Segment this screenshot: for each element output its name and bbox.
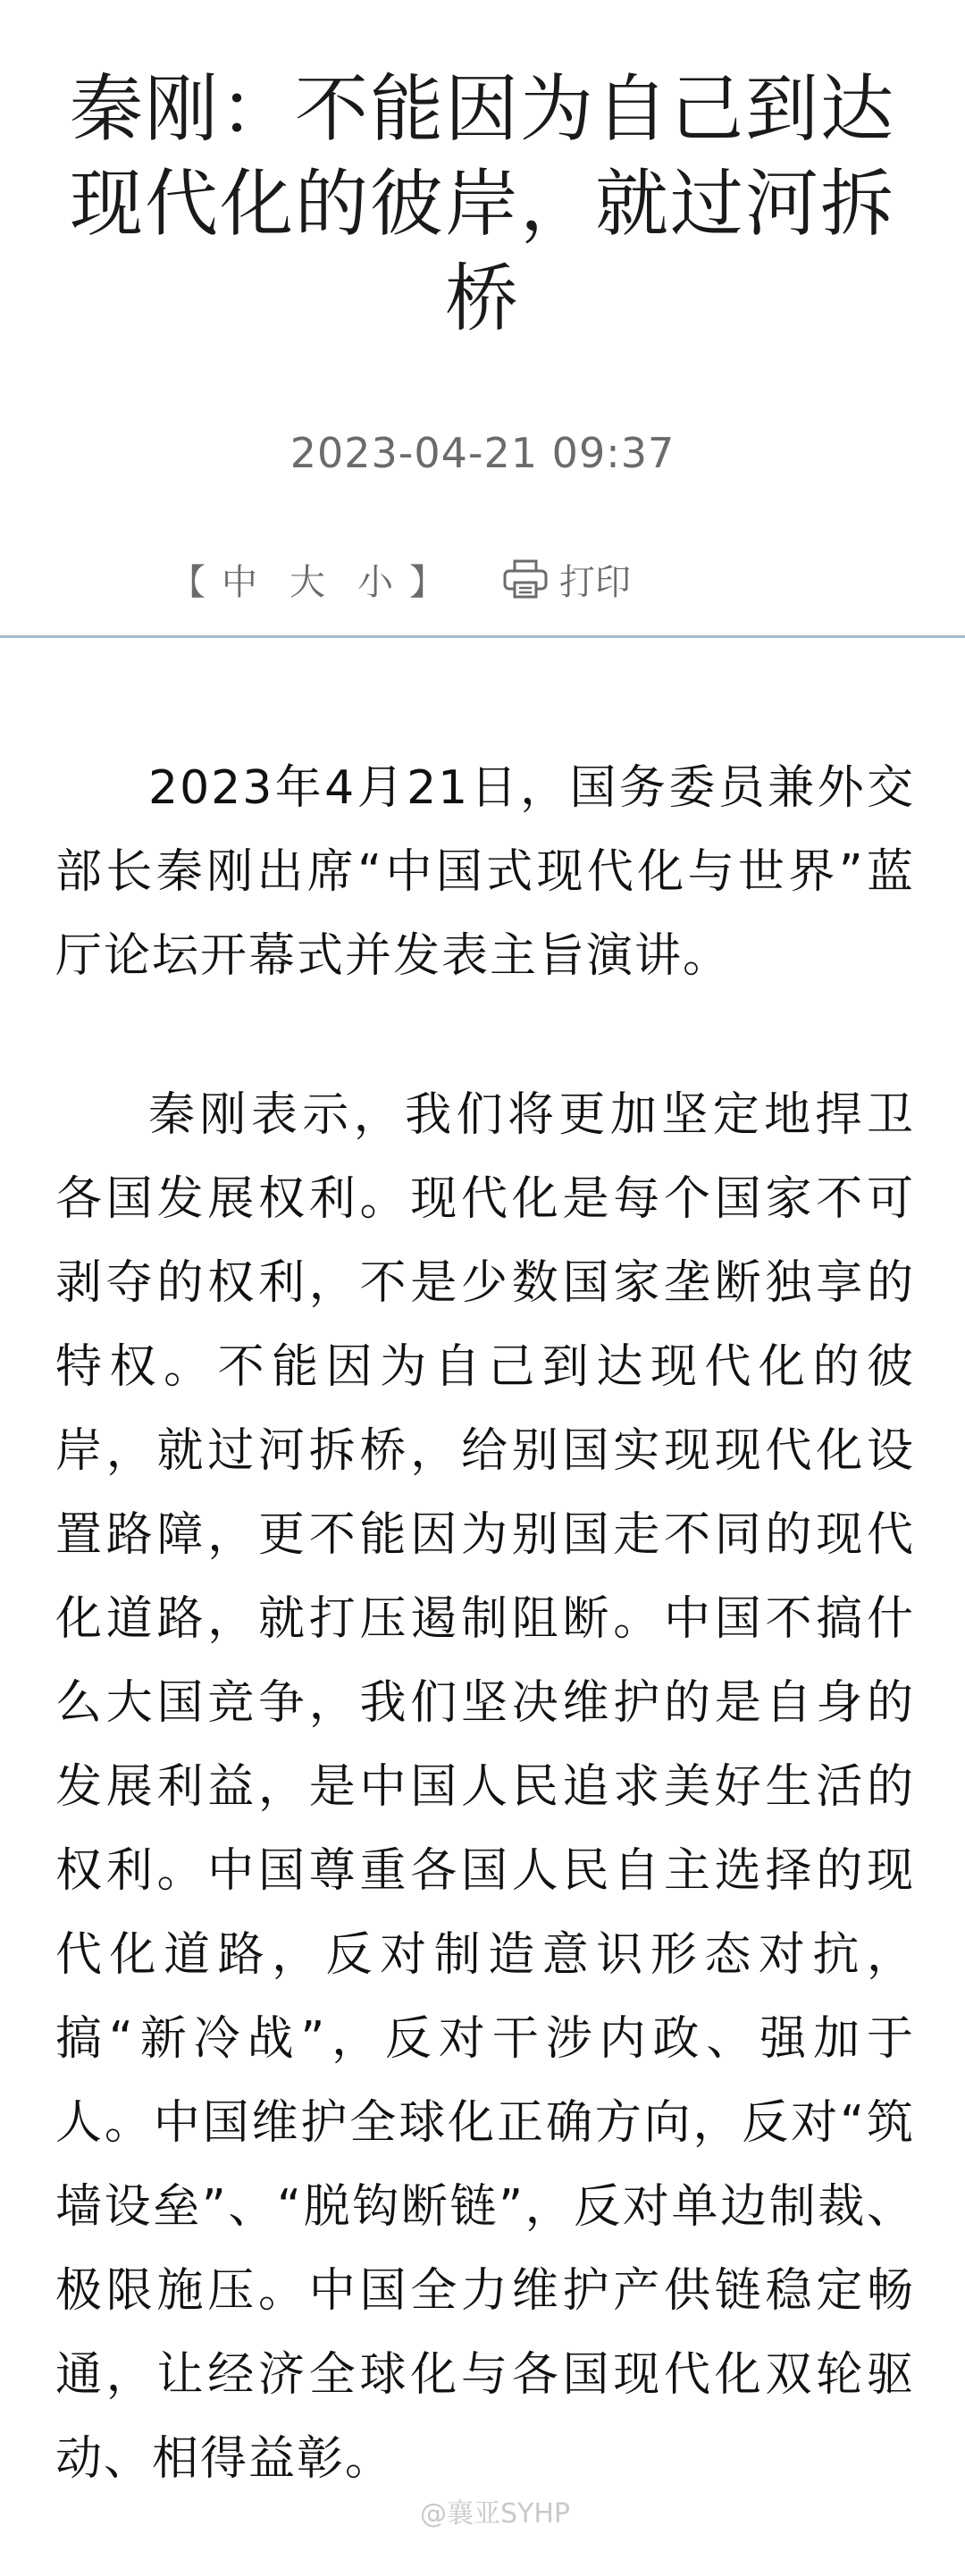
article-paragraph: 秦刚表示，我们将更加坚定地捍卫各国发展权利。现代化是每个国家不可剥夺的权利，不是少数国家垄断独享的特权。不能因为自己到达现代化的彼岸，就过河拆桥，给别国实现现代化设置路障，更不能因为别国走不同的现代化道路，就打压遏制阻断。中国不搞什么大国竞争，我们坚决维护的是自身的发展利益，是中国人民追求美好生活的权利。中国尊重各国人民自主选择的现代化道路，反对制造意识形态对抗，搞“新冷战”，反对干涉内政、强加于人。中国维护全球化正确方向，反对“筑墙设垒”、“脱钩断链”，反对单边制裁、极限施压。中国全力维护产供链稳定畅通，让经济全球化与各国现代化双轮驱动、相得益彰。 (55, 1088, 915, 2486)
font-size-medium-button[interactable]: 中 (222, 561, 257, 603)
bracket-open: 【 (170, 561, 206, 603)
print-label: 打印 (559, 561, 631, 603)
publish-datetime: 2023-04-21 09:37 (290, 429, 676, 477)
font-size-large-button[interactable]: 大 (290, 561, 325, 603)
watermark (420, 2491, 570, 2530)
bracket-close: 】 (409, 561, 445, 603)
article-title: 秦刚：不能因为自己到达现代化的彼岸，就过河拆桥 (69, 67, 895, 341)
print-button[interactable] (502, 554, 631, 605)
watermark-text: @襄亚SYHP (420, 2498, 571, 2530)
article-body (55, 746, 915, 2576)
printer-icon (502, 559, 549, 599)
font-size-small-button[interactable]: 小 (357, 561, 393, 603)
header-divider (0, 635, 965, 638)
article-paragraph: 2023年4月21日，国务委员兼外交部长秦刚出席“中国式现代化与世界”蓝厅论坛开幕式并发表主旨演讲。 (55, 761, 915, 983)
font-size-control (170, 554, 445, 605)
article-toolbar (170, 552, 631, 606)
